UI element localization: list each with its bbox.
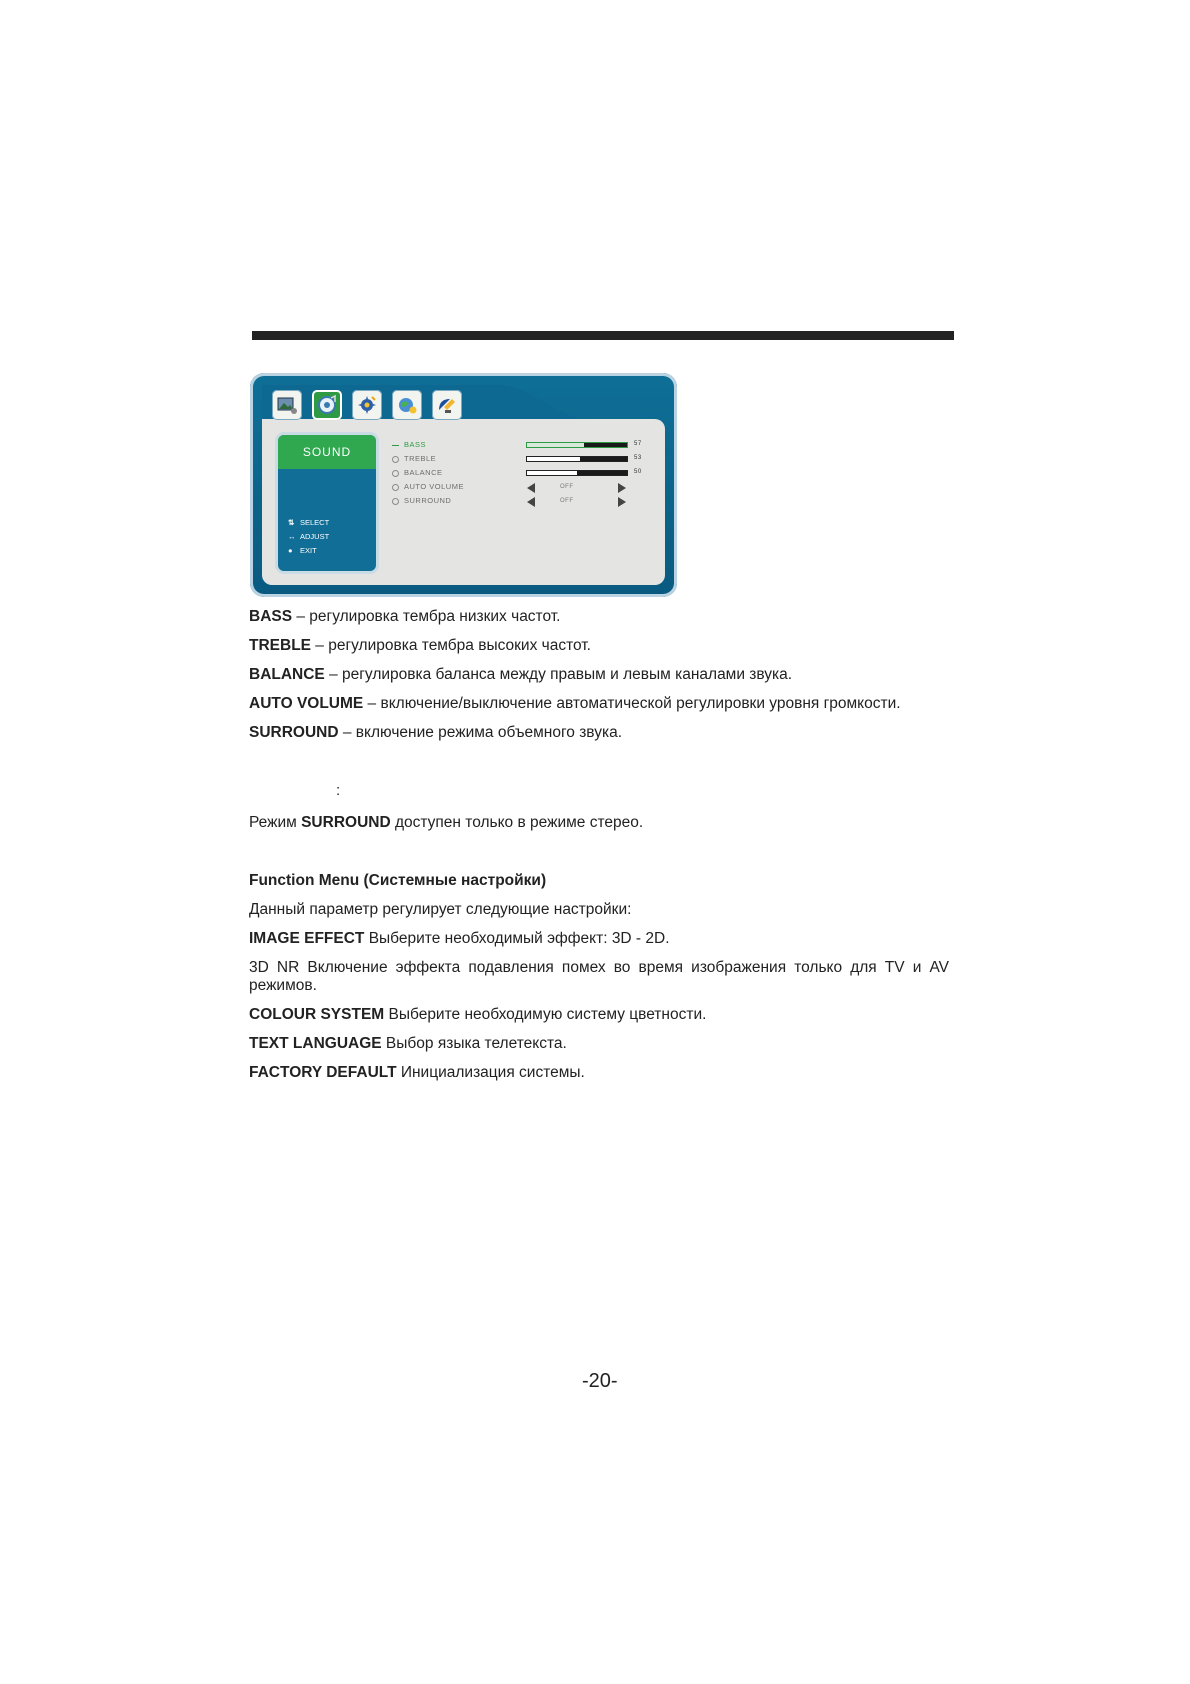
balance-row[interactable]: BALANCE 50 xyxy=(390,467,650,481)
surround-row[interactable]: SURROUND OFF xyxy=(390,495,650,509)
auto-volume-value: OFF xyxy=(560,484,574,490)
help-select: ⇅ SELECT xyxy=(288,516,329,530)
function-menu-intro: Данный параметр регулирует следующие настройки: xyxy=(249,901,632,918)
balance-value: 50 xyxy=(634,469,642,475)
leftright-arrow-icon: ↔ xyxy=(288,532,296,541)
function-menu-heading: Function Menu (Системные настройки) xyxy=(249,872,547,889)
note-colon: : xyxy=(336,782,341,799)
left-arrow-icon[interactable] xyxy=(527,483,535,493)
sound-icon xyxy=(316,394,338,416)
bullet-icon xyxy=(392,470,399,477)
right-arrow-icon[interactable] xyxy=(618,497,626,507)
auto-volume-description: AUTO VOLUME – включение/выключение автоматической регулировки уровня громкости. xyxy=(249,695,901,712)
help-exit: ● EXIT xyxy=(288,544,329,558)
left-arrow-icon[interactable] xyxy=(527,497,535,507)
treble-slider[interactable] xyxy=(526,456,628,462)
page-number: -20- xyxy=(582,1370,618,1392)
surround-value: OFF xyxy=(560,498,574,504)
exit-dot-icon: ● xyxy=(288,546,293,555)
bass-value: 57 xyxy=(634,441,642,447)
updown-arrow-icon: ⇅ xyxy=(288,518,295,527)
sound-menu-screenshot xyxy=(250,373,677,597)
selected-marker-icon xyxy=(392,445,399,446)
bass-description: BASS – регулировка тембра низких частот. xyxy=(249,608,561,625)
treble-value: 53 xyxy=(634,455,642,461)
help-adjust: ↔ ADJUST xyxy=(288,530,329,544)
osd-settings-list xyxy=(390,439,650,509)
globe-icon xyxy=(396,394,418,416)
satellite-icon xyxy=(436,394,458,416)
auto-volume-row[interactable]: AUTO VOLUME OFF xyxy=(390,481,650,495)
surround-description: SURROUND – включение режима объемного звука. xyxy=(249,724,622,741)
right-arrow-icon[interactable] xyxy=(618,483,626,493)
surround-note: Режим SURROUND доступен только в режиме стерео. xyxy=(249,814,644,831)
text-language-item: TEXT LANGUAGE Выбор языка телетекста. xyxy=(249,1035,567,1052)
sound-tab[interactable] xyxy=(312,390,342,420)
bullet-icon xyxy=(392,498,399,505)
picture-tab[interactable] xyxy=(272,390,302,420)
gear-icon xyxy=(356,394,378,416)
osd-help-legend xyxy=(288,516,329,558)
image-effect-item: IMAGE EFFECT Выберите необходимый эффект: 3D - 2D. xyxy=(249,930,670,947)
setup-tab[interactable] xyxy=(392,390,422,420)
osd-section-title: SOUND xyxy=(278,435,376,469)
bullet-icon xyxy=(392,456,399,463)
osd-tab-bar xyxy=(272,390,462,420)
tv-tab[interactable] xyxy=(432,390,462,420)
top-rule xyxy=(252,331,954,340)
balance-slider[interactable] xyxy=(526,470,628,476)
picture-icon xyxy=(276,394,298,416)
osd-side-panel xyxy=(278,435,376,571)
bass-row[interactable]: BASS 57 xyxy=(390,439,650,453)
balance-description: BALANCE – регулировка баланса между правым и левым каналами звука. xyxy=(249,666,793,683)
noise-reduction-item: 3D NR Включение эффекта подавления помех во время изображения только для TV и AV режимов. xyxy=(249,959,949,994)
bullet-icon xyxy=(392,484,399,491)
colour-system-item: COLOUR SYSTEM Выберите необходимую систему цветности. xyxy=(249,1006,707,1023)
factory-default-item: FACTORY DEFAULT Инициализация системы. xyxy=(249,1064,585,1081)
treble-description: TREBLE – регулировка тембра высоких частот. xyxy=(249,637,591,654)
function-tab[interactable] xyxy=(352,390,382,420)
treble-row[interactable]: TREBLE 53 xyxy=(390,453,650,467)
bass-slider[interactable] xyxy=(526,442,628,448)
